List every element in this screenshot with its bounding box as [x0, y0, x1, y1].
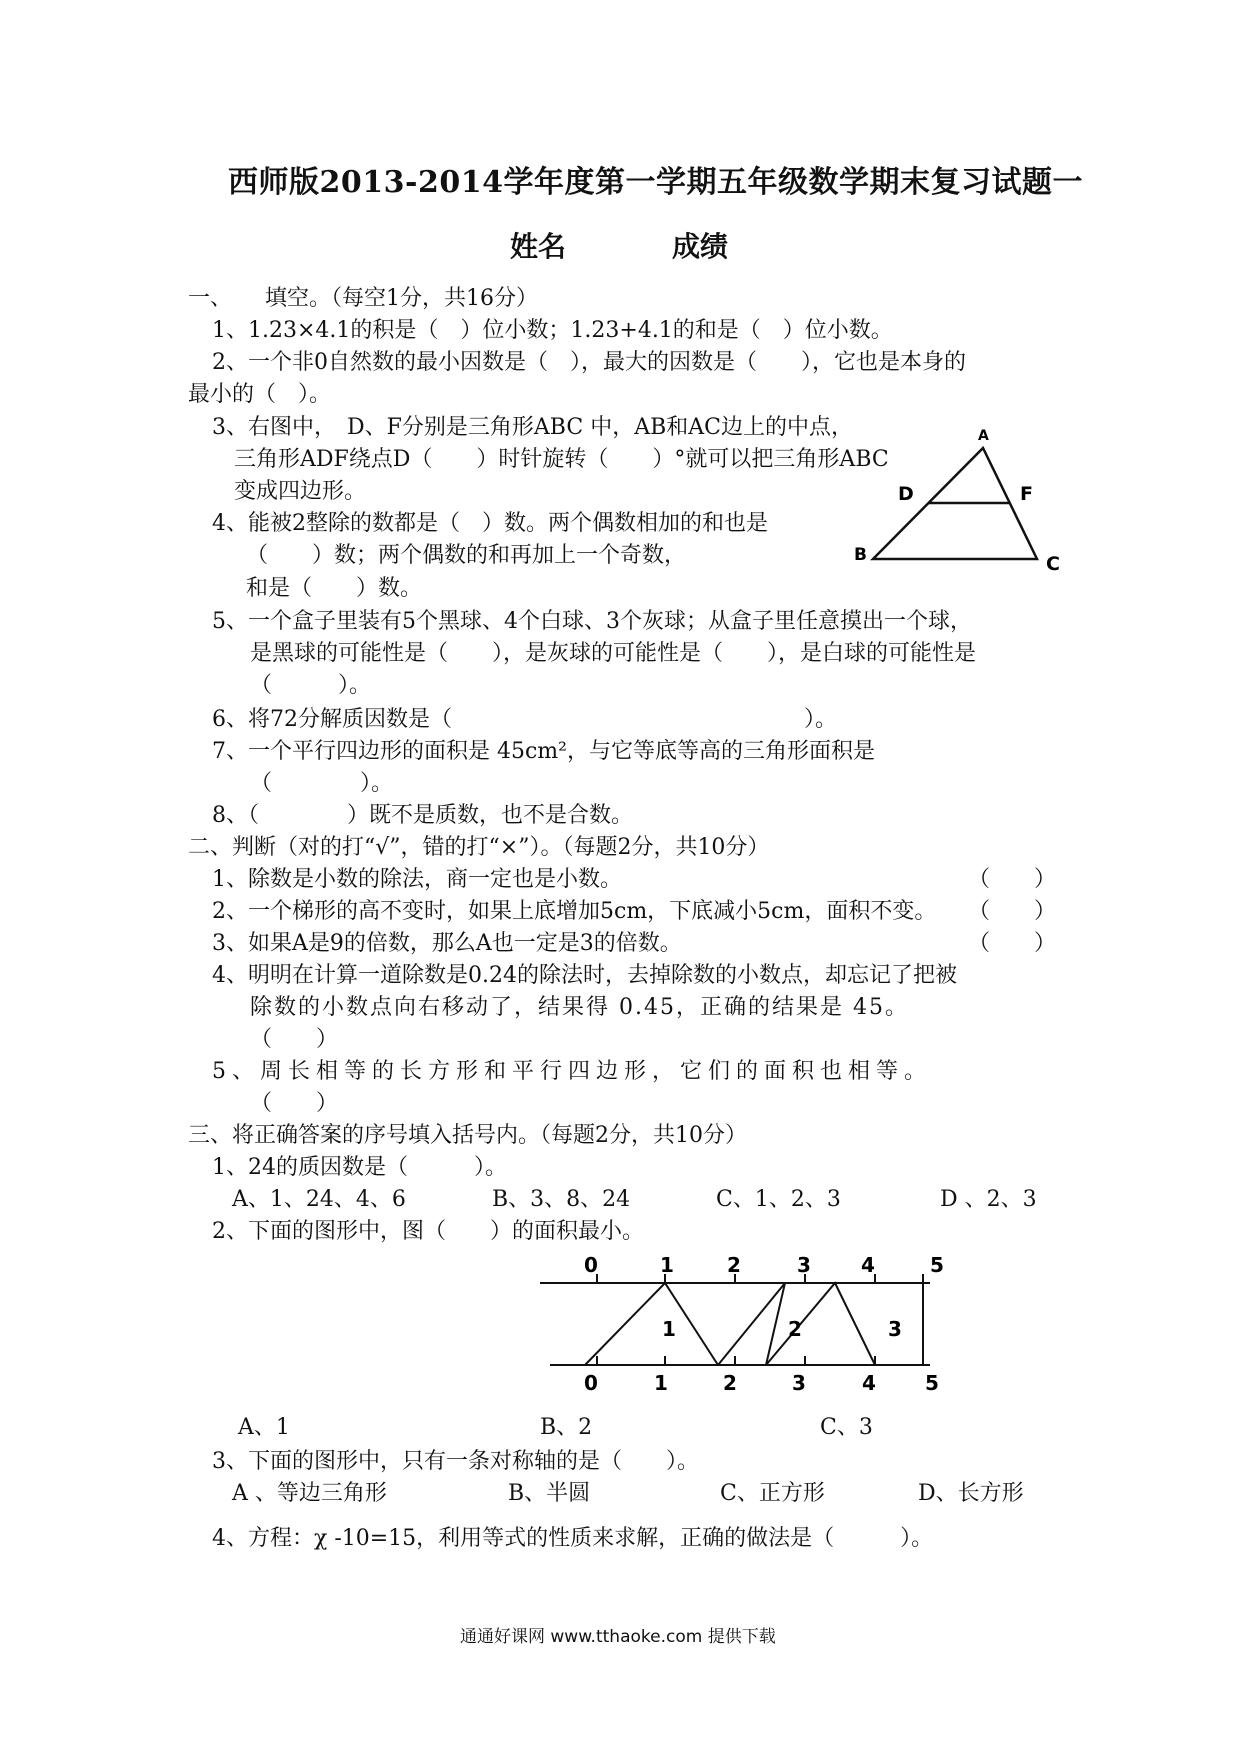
s3-q2-option: B、2	[540, 1415, 593, 1440]
s2-line: 除数的小数点向右移动了，结果得 0.45，正确的结果是 45。	[250, 995, 909, 1020]
top-tick-label: 5	[930, 1253, 944, 1277]
name-label: 姓名	[510, 230, 567, 263]
top-tick-label: 3	[797, 1253, 811, 1277]
s3-q1-option: B、3、8、24	[492, 1187, 631, 1212]
s1-line: 1、1.23×4.1的积是（ ）位小数；1.23+4.1的和是（ ）位小数。	[212, 318, 893, 343]
s3-q1-option: A、1、24、4、6	[232, 1187, 406, 1212]
s3-q2-option: C、3	[820, 1415, 873, 1440]
s2-paren: （ ）	[250, 1027, 339, 1052]
s2-line: 1、除数是小数的除法，商一定也是小数。	[212, 867, 622, 892]
s1-line: 4、能被2整除的数都是（ ）数。两个偶数相加的和也是	[212, 511, 768, 536]
s1-line: （ ）。	[250, 771, 394, 796]
s1-line: 6、将72分解质因数是（ ）。	[212, 707, 837, 732]
s1-line: 变成四边形。	[234, 479, 367, 504]
label-a: A	[978, 428, 989, 444]
bottom-tick-label: 3	[792, 1371, 806, 1395]
s2-paren: （ ）	[968, 899, 1057, 924]
s3-q1-option: C、1、2、3	[716, 1187, 841, 1212]
s1-line: 8、（ ）既不是质数，也不是合数。	[212, 803, 633, 828]
s1-line: 3、右图中， D、F分别是三角形ABC 中，AB和AC边上的中点，	[212, 415, 853, 440]
s2-line: 4、明明在计算一道除数是0.24的除法时，去掉除数的小数点，却忘记了把被	[212, 963, 957, 988]
shape-1	[585, 1283, 718, 1365]
s1-line: 2、一个非0自然数的最小因数是（ ），最大的因数是（ ），它也是本身的	[212, 350, 966, 375]
label-f: F	[1020, 483, 1033, 505]
s1-line: （ ）。	[250, 673, 372, 698]
shape-label: 3	[888, 1317, 902, 1341]
s3-q3-option: B、半圆	[508, 1481, 591, 1506]
top-tick-label: 0	[584, 1253, 598, 1277]
top-tick-label: 1	[660, 1253, 674, 1277]
page-footer: 通通好课网 www.tthaoke.com 提供下载	[460, 1627, 776, 1647]
s2-line: 2、一个梯形的高不变时，如果上底增加5cm，下底减小5cm，面积不变。	[212, 899, 937, 924]
area-figure	[530, 1250, 970, 1400]
shape-2	[718, 1283, 785, 1365]
s1-line: 三角形ADF绕点D（ ）时针旋转（ ）°就可以把三角形ABC	[234, 447, 889, 472]
s2-paren: （ ）	[968, 931, 1057, 956]
s3-q1: 1、24的质因数是（ ）。	[212, 1155, 507, 1180]
s2-line: 5、周长相等的长方形和平行四边形，它们的面积也相等。	[212, 1059, 932, 1084]
s3-q3-option: D、长方形	[918, 1481, 1024, 1506]
label-c: C	[1046, 553, 1060, 575]
s1-line: 和是（ ）数。	[246, 576, 423, 601]
s3-q1-option: D 、2、3	[940, 1187, 1037, 1212]
bottom-tick-label: 4	[862, 1371, 876, 1395]
label-b: B	[854, 545, 867, 565]
s1-line: 7、一个平行四边形的面积是 45cm²，与它等底等高的三角形面积是	[212, 739, 875, 764]
s3-q3-option: C、正方形	[720, 1481, 825, 1506]
triangle-figure	[850, 420, 1080, 580]
bottom-tick-label: 1	[654, 1371, 668, 1395]
label-d: D	[898, 483, 914, 505]
shape-label: 2	[788, 1317, 802, 1341]
top-tick-label: 2	[727, 1253, 741, 1277]
s1-line: 最小的（ ）。	[188, 382, 332, 407]
bottom-tick-label: 2	[723, 1371, 737, 1395]
bottom-tick-label: 5	[925, 1371, 939, 1395]
s1-line: 是黑球的可能性是（ ），是灰球的可能性是（ ），是白球的可能性是	[250, 641, 977, 666]
section3-heading: 三、将正确答案的序号填入括号内。（每题2分，共10分）	[188, 1123, 747, 1148]
page-title: 西师版2013-2014学年度第一学期五年级数学期末复习试题一	[228, 165, 1083, 200]
s3-q4: 4、方程：χ -10=15，利用等式的性质来求解，正确的做法是（ ）。	[212, 1526, 934, 1551]
bottom-tick-label: 0	[584, 1371, 598, 1395]
top-tick-label: 4	[861, 1253, 875, 1277]
s2-line: 3、如果A是9的倍数，那么A也一定是3的倍数。	[212, 931, 682, 956]
section2-heading: 二、判断（对的打“√”，错的打“×”）。（每题2分，共10分）	[188, 835, 770, 860]
s3-q3-option: A 、等边三角形	[232, 1481, 387, 1506]
s3-q3: 3、下面的图形中，只有一条对称轴的是（ ）。	[212, 1449, 699, 1474]
s3-q2: 2、下面的图形中，图（ ）的面积最小。	[212, 1219, 644, 1244]
s2-paren: （ ）	[968, 867, 1057, 892]
s3-q2-option: A、1	[238, 1415, 290, 1440]
section1-heading: 一、 填空。（每空1分，共16分）	[188, 286, 538, 311]
s2-paren: （ ）	[250, 1091, 339, 1116]
score-label: 成绩	[672, 230, 729, 263]
s1-line: 5、一个盒子里装有5个黑球、4个白球、3个灰球；从盒子里任意摸出一个球，	[212, 609, 972, 634]
shape-label: 1	[662, 1317, 676, 1341]
s1-line: （ ）数；两个偶数的和再加上一个奇数，	[246, 543, 687, 568]
